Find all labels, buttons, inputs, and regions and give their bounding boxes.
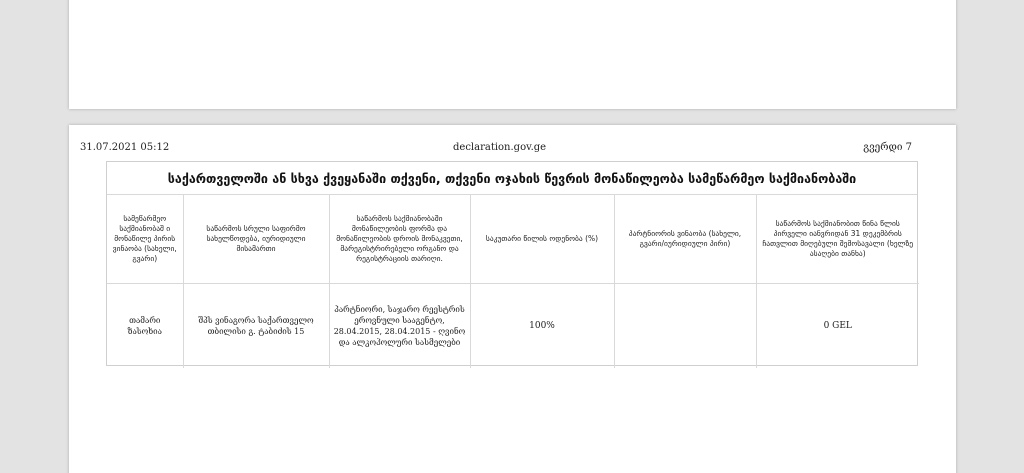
cell-share: 100% bbox=[470, 284, 614, 369]
business-participation-table bbox=[106, 161, 918, 366]
print-datetime: 31.07.2021 05:12 bbox=[80, 142, 170, 153]
page-7 bbox=[69, 125, 956, 473]
site-url: declaration.gov.ge bbox=[453, 142, 547, 153]
column-header-participation: საწარმოს საქმიანობაში მონაწილეობის ფორმა და მონაწილეობის დროის მონაკვეთი, მარეგისტრირებელი ორგანო და რეგისტრაციის თარიღი. bbox=[329, 195, 470, 284]
cell-person: თამარი ზასოხია bbox=[107, 284, 183, 369]
cell-income: 0 GEL bbox=[823, 320, 852, 331]
previous-page bbox=[69, 0, 956, 109]
cell-participation: პარტნიორი, საჯარო რეესტრის ეროვნული სააგენტო, 28.04.2015, 28.04.2015 - ღვინო და ალკოჰოლური სასმელები bbox=[329, 284, 470, 369]
column-header-income: საწარმოს საქმიანობით წინა წლის პირველი იანვრიდან 31 დეკემბრის ჩათვლით მიღებული შემოსავალი (ხელზე ასაღები თანხა) bbox=[756, 195, 919, 284]
table-header-row bbox=[107, 195, 919, 284]
column-header-share: საკუთარი წილის ოდენობა (%) bbox=[470, 195, 614, 284]
table-row bbox=[107, 284, 919, 369]
page-number: გვერდი 7 bbox=[863, 142, 912, 153]
cell-partner bbox=[614, 284, 756, 369]
column-header-company: საწარმოს სრული საფირმო სახელწოდება, იურიდიული მისამართი bbox=[183, 195, 329, 284]
cell-company: შპს ვინაგორა საქართველო თბილისი გ. ტაბიძის 15 bbox=[183, 284, 329, 369]
column-header-person: სამეწარმეო საქმიანობაშ ი მონაწილე პირის ვინაობა (სახელი, გვარი) bbox=[107, 195, 183, 284]
section-title: საქართველოში ან სხვა ქვეყანაში თქვენი, თქვენი ოჯახის წევრის მონაწილეობა სამეწარმეო საქმიანობაში bbox=[107, 162, 917, 195]
column-header-partner: პარტნიორის ვინაობა (სახელი, გვარი/იურიდიული პირი) bbox=[614, 195, 756, 284]
participation-grid bbox=[107, 195, 919, 368]
